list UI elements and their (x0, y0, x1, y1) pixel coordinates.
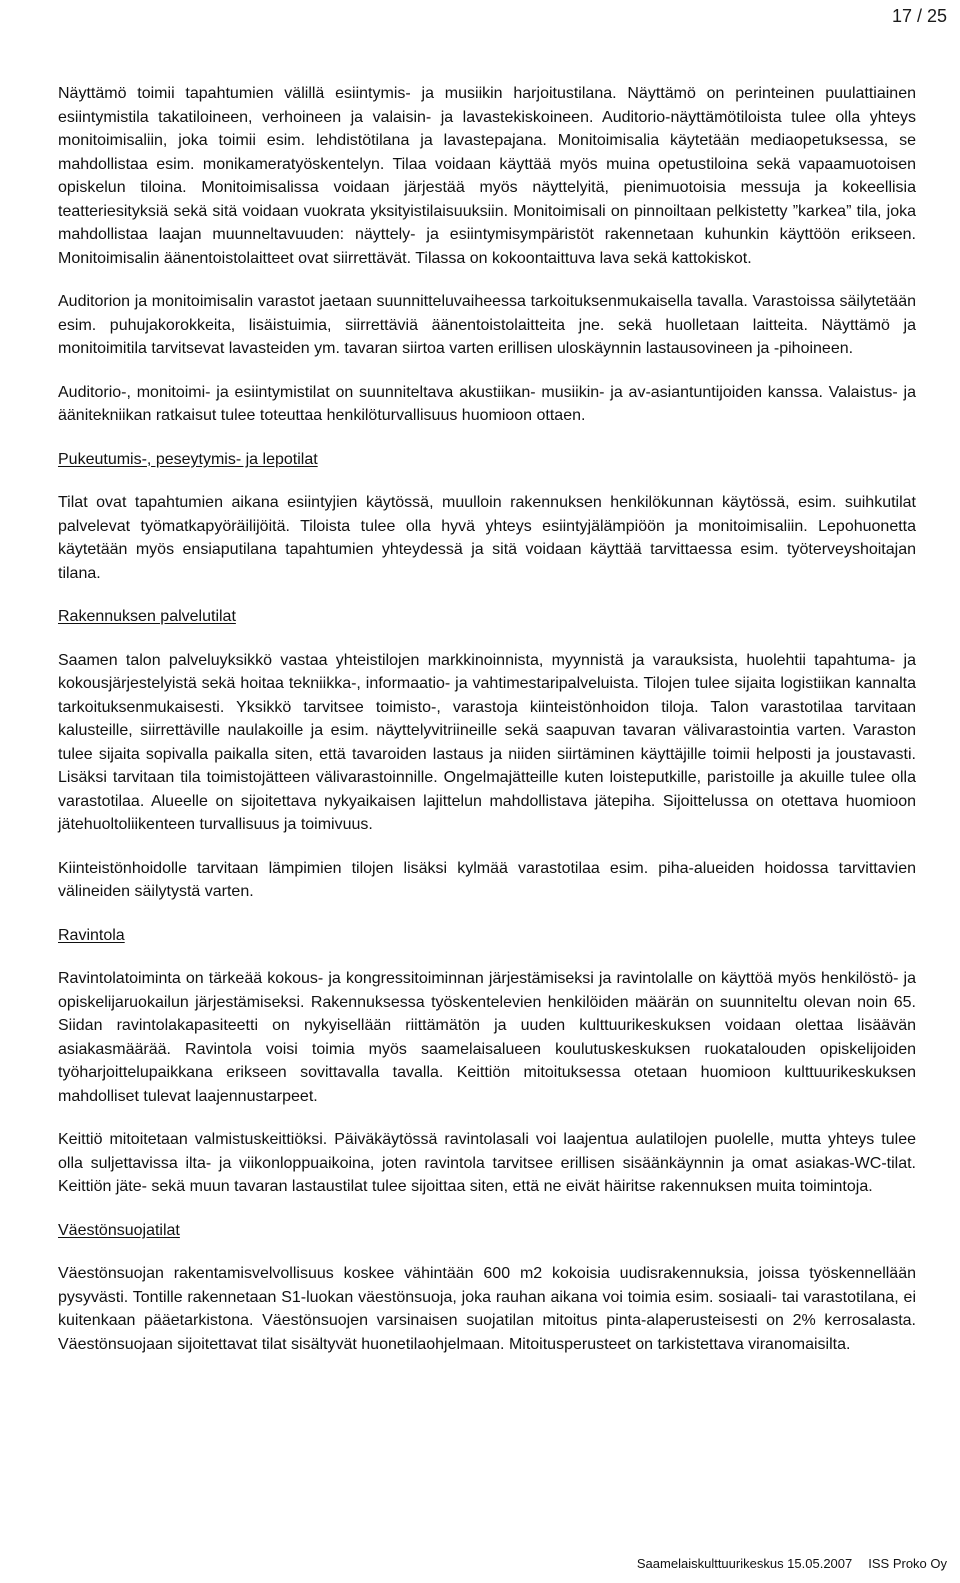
page-number: 17 / 25 (891, 6, 947, 26)
footer-company: ISS Proko Oy (868, 1556, 947, 1571)
paragraph-maintenance: Kiinteistönhoidolle tarvitaan lämpimien tilojen lisäksi kylmää varastotilaa esim. piha-alueiden hoidossa tarvittavien välineiden säilytystä varten. (58, 859, 916, 900)
paragraph-restaurant: Ravintolatoiminta on tärkeää kokous- ja kongressitoiminnan järjestämiseksi ja ravintolalle on käyttöä myös henkilöstö- ja opiskelijaruokailun järjestämiseksi. Rakennuksessa työskentelevien henkilöiden määrän on suunniteltu olevan noin 65. Siidan ravintolakapasiteetti on nykyisellään riittämätön ja uuden kulttuurikeskuksen voidaan olettaa lisäävän asiakasmäärää. Ravintola voisi toimia myös saamelaisalueen koulutuskeskuksen ruokatalouden opiskelijoiden työharjoittelupaikkana erikseen sovittavalla tavalla. Keittiön mitoituksessa otetaan huomioon kulttuurikeskuksen mahdolliset tulevat laajennustarpeet. (58, 970, 916, 1105)
footer-organization: Saamelaiskulttuurikeskus 15.05.2007 (636, 1556, 853, 1571)
page-footer (637, 1556, 947, 1572)
paragraph-dressing-rooms: Tilat ovat tapahtumien aikana esiintyjien käytössä, muulloin rakennuksen henkilökunnan käytössä, esim. suihkutilat palvelevat työmatkapyöräilijöitä. Tiloista tulee olla hyvä yhteys esiintyjälämpiöön ja monitoimisaliin. Lepohuonetta käytetään myös ensiaputilana tapahtumien yhteydessä ja sitä voidaan käyttää tarvittaessa esim. työterveyshoitajan tilana. (58, 494, 916, 582)
document-body (58, 82, 916, 1356)
heading-civil-defence: Väestönsuojatilat (58, 1221, 180, 1239)
heading-service-spaces: Rakennuksen palvelutilat (58, 608, 236, 625)
paragraph-acoustics: Auditorio-, monitoimi- ja esiintymistilat on suunniteltava akustiikan- musiikin- ja av-asiantuntijoiden kanssa. Valaistus- ja äänitekniikan ratkaisut tulee toteuttaa henkilöturvallisuus huomioon ottaen. (58, 383, 916, 424)
paragraph-service-unit: Saamen talon palveluyksikkö vastaa yhteistilojen markkinoinnista, myynnistä ja varauksista, huolehtii tapahtuma- ja kokousjärjestelyistä sekä hoitaa tekniikka-, informaatio- ja vahtimestaripalveluista. Tilojen tulee sijaita logistiikan kannalta tarkoituksenmukaisesti. Yksikkö tarvitsee toimisto-, varastoja kiinteistönhoidon tiloja. Talon varastotilaa tarvitaan kalusteille, siirrettäville naulakoille ja esim. näyttelyvitriineille sekä saapuvan tavaran välivarastointia varten. Varaston tulee sijaita sopivalla paikalla siten, että tavaroiden lastaus ja niiden siirtäminen käyttäjille toimii helposti ja joustavasti. Lisäksi tarvitaan tila toimistojätteen välivarastoinnille. Ongelmajätteille kuten loisteputkille, paristoille ja akuille tulee olla varastotilaa. Alueelle on sijoitettava nykyaikaisen lajittelun mahdollistava jätepiha. Sijoittelussa on otettava huomioon jätehuoltoliikenteen turvallisuus ja toimivuus. (58, 651, 916, 833)
heading-restaurant: Ravintola (58, 926, 125, 944)
heading-dressing-rooms: Pukeutumis-, peseytymis- ja lepotilat (58, 450, 318, 468)
paragraph-stage: Näyttämö toimii tapahtumien välillä esiintymis- ja musiikin harjoitustilana. Näyttämö on perinteinen puulattiainen esiintymistila takatiloineen, verhoineen ja valaisin- ja lavastekiskoineen. Auditorio-näyttämötiloista tulee olla yhteys monitoimisaliin, joka toimii esim. lehdistötilana ja lavastepajana. Monitoimisalia käytetään mediaopetuksessa, se mahdollistaa esim. monikameratyöskentelyn. Tilaa voidaan käyttää myös muina opetustiloina sekä vapaamuotoisen opiskelun tiloina. Monitoimisalissa voidaan järjestää myös näyttelyitä, pienimuotoisia messuja ja kokeellisia teatteriesityksiä sekä sitä voidaan vuokrata yksityistilaisuuksiin. Monitoimisali on pinnoiltaan pelkistetty ”karkea” tila, joka mahdollistaa laajan muunneltavuuden: näyttely- ja esiintymisympäristöt rakennetaan kuhunkin käyttöön erikseen. Monitoimisalin äänentoistolaitteet ovat siirrettävät. Tilassa on kokoontaittuva lava sekä kattokiskot. (58, 85, 916, 267)
paragraph-civil-defence: Väestönsuojan rakentamisvelvollisuus koskee vähintään 600 m2 kokoisia uudisrakennuksia, joissa työskennellään pysyvästi. Tontille rakennetaan S1-luokan väestönsuoja, joka rauhan aikana voi toimia esim. sosiaali- tai varastotilana, ei kuitenkaan pääetarkistona. Väestönsuojen varsinaisen suojatilan mitoitus pinta-alaperusteisesti on 2% kerrosalasta. Väestönsuojaan sijoitettavat tilat sisältyvät huonetilaohjelmaan. Mitoitusperusteet on tarkistettava viranomaisilta. (58, 1265, 916, 1353)
paragraph-kitchen: Keittiö mitoitetaan valmistuskeittiöksi. Päiväkäytössä ravintolasali voi laajentua aulatilojen puolelle, mutta yhteys tulee olla suljettavissa ilta- ja viikonloppuaikoina, joten ravintola tarvitsee erillisen sisäänkäynnin ja omat asiakas-WC-tilat. Keittiön jäte- sekä muun tavaran lastaustilat tulee sijoittaa siten, että ne eivät häiritse rakennuksen muita toimintoja. (58, 1131, 916, 1195)
paragraph-storage: Auditorion ja monitoimisalin varastot jaetaan suunnitteluvaiheessa tarkoituksenmukaisella tavalla. Varastoissa säilytetään esim. puhujakorokkeita, lisäistuimia, siirrettäviä äänentoistolaitteita jne. sekä huolletaan laitteita. Näyttämö ja monitoimitila tarvitsevat lavasteiden ym. tavaran siirtoa varten erillisen uloskäynnin lastausovineen ja -pihoineen. (58, 293, 916, 357)
